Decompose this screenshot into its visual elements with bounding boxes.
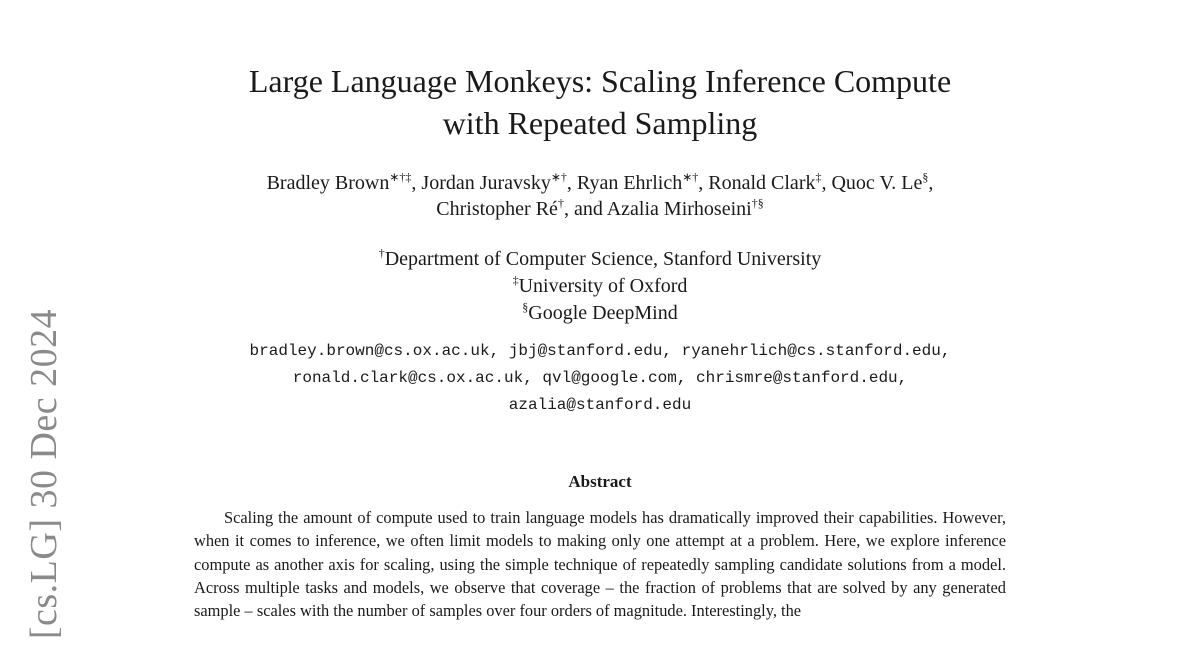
affiliation-name: University of Oxford [518, 275, 688, 297]
author-name: Jordan Juravsky [421, 172, 551, 194]
affiliation-mark: ‡ [512, 273, 519, 287]
email-line-3: azalia@stanford.edu [508, 396, 692, 414]
title-line-1: Large Language Monkeys: Scaling Inference Compute [248, 63, 952, 99]
affiliation [250, 246, 950, 273]
title-line-2: with Repeated Sampling [442, 105, 758, 141]
author-line-1: Bradley Brown∗†‡, Jordan Juravsky∗†, Ryan Ehrlich∗†, Ronald Clark‡, Quoc V. Le§, [266, 170, 934, 194]
affiliation-mark: § [522, 300, 529, 314]
author-marks: ∗† [682, 170, 699, 184]
abstract-text: Scaling the amount of compute used to train language models has dramatically improved their capabilities. However, when it comes to inference, we often limit models to making only one attempt at a problem. Here, we explore inference compute as another axis for scaling, using the simple technique of repeatedly sampling candidate solutions from a model. Across multiple tasks and models, we observe that coverage – the fraction of problems that are solved by any generated sample – scales with the number of samples over four orders of magnitude. Interestingly, the [194, 508, 1006, 621]
paper-title [150, 60, 1050, 144]
author-name: Bradley Brown [266, 172, 390, 194]
author-marks: § [922, 170, 929, 184]
author-name: Ryan Ehrlich [576, 172, 683, 194]
author-name: Christopher Ré [436, 198, 558, 220]
author-list [160, 170, 1040, 222]
email-line-2: ronald.clark@cs.ox.ac.uk, qvl@google.com, chrismre@stanford.edu, [292, 369, 908, 387]
affiliation-mark: † [378, 246, 385, 260]
author-name: Quoc V. Le [831, 172, 923, 194]
author-marks: †§ [751, 196, 764, 210]
affiliation-name: Department of Computer Science, Stanford University [384, 248, 822, 270]
email-list [130, 338, 1070, 419]
author-marks: ∗†‡ [389, 170, 412, 184]
affiliation-name: Google DeepMind [528, 302, 678, 324]
arxiv-stamp-text: [cs.LG] 30 Dec 2024 [23, 308, 65, 640]
author-marks: ‡ [815, 170, 822, 184]
arxiv-side-stamp [14, 300, 74, 648]
affiliation [250, 300, 950, 327]
author-conjunction: and [573, 198, 603, 220]
author-name: Ronald Clark [708, 172, 816, 194]
author-name: Azalia Mirhoseini [606, 198, 752, 220]
abstract-heading: Abstract [568, 472, 632, 491]
affiliation-list [250, 246, 950, 327]
email-line-1: bradley.brown@cs.ox.ac.uk, jbj@stanford.edu, ryanehrlich@cs.stanford.edu, [249, 342, 951, 360]
author-marks: ∗† [550, 170, 567, 184]
author-marks: † [557, 196, 564, 210]
affiliation [250, 273, 950, 300]
author-line-2: Christopher Ré†, and Azalia Mirhoseini†§ [436, 196, 764, 220]
